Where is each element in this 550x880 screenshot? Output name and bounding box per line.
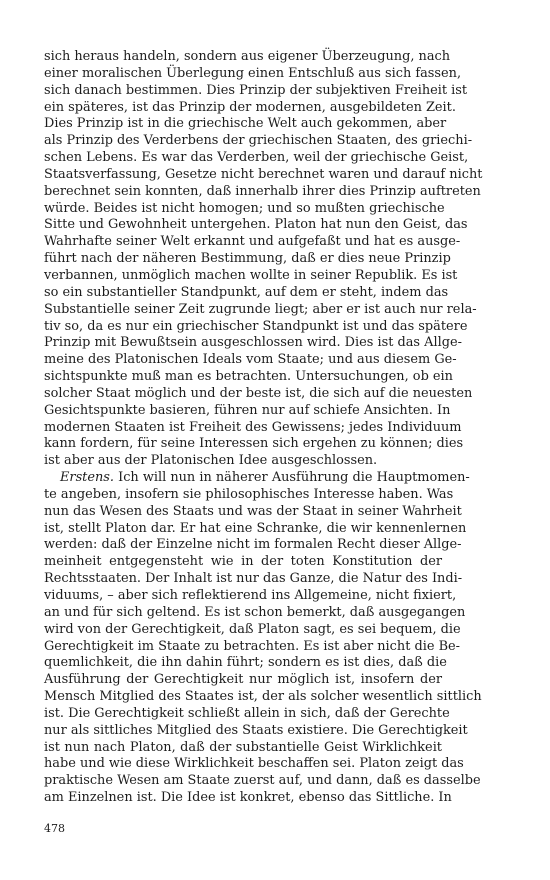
text-run: sich heraus handeln, sondern aus eigener Überzeugung, nach <box>44 49 451 64</box>
text-run: viduums, – aber sich reflektierend ins Allgemeine, nicht fixiert, <box>44 588 457 603</box>
text-line <box>44 267 458 285</box>
text-line <box>44 251 451 268</box>
text-line <box>44 470 470 487</box>
text-run: habe und wie diese Wirklichkeit beschaffen sei. Platon zeigt das <box>44 756 464 772</box>
text-run: Staatsverfassung, Gesetze nicht berechnet waren und darauf nicht <box>44 166 483 182</box>
text-line <box>44 722 468 740</box>
text-line <box>44 133 473 150</box>
text-line <box>44 621 461 639</box>
text-run: berechnet sein konnten, daß innerhalb ihrer dies Prinzip auftreten <box>44 183 481 199</box>
text-line <box>44 419 462 437</box>
text-line <box>44 740 442 757</box>
text-run: ein späteres, ist das Prinzip der modernen, ausgebildeten Zeit. <box>44 99 456 115</box>
text-line <box>44 486 454 504</box>
text-run: ist. Die Gerechtigkeit schließt allein in sich, daß der Gerechte <box>44 705 450 721</box>
text-run: sichtspunkte muß man es betrachten. Untersuchungen, ob ein <box>44 369 453 385</box>
text-run: Ausführung der Gerechtigkeit nur möglich ist, insofern der <box>44 672 442 688</box>
page-number: 478 <box>44 822 65 835</box>
text-run: meinheit entgegensteht wie in der toten Konstitution der <box>44 554 442 570</box>
text-run: an und für sich geltend. Es ist schon bemerkt, daß ausgegangen <box>44 604 466 620</box>
text-line <box>44 638 461 656</box>
text-line <box>44 49 451 66</box>
italic-run: Erstens. <box>60 470 115 486</box>
text-line <box>44 99 456 117</box>
text-run: Gesichtspunkte basieren, führen nur auf schiefe Ansichten. In <box>44 402 451 418</box>
text-line <box>44 369 453 386</box>
text-line <box>44 183 481 201</box>
text-line <box>44 689 482 706</box>
text-run: als Prinzip des Verderbens der griechischen Staaten, des griechi- <box>44 133 473 149</box>
text-run: Wahrhafte seiner Welt erkannt und aufgefaßt und hat es ausge- <box>44 234 461 250</box>
text-run: Sitte und Gewohnheit untergehen. Platon hat nun den Geist, das <box>44 217 468 233</box>
text-line <box>44 217 468 234</box>
text-line <box>44 352 457 369</box>
text-line <box>44 150 469 167</box>
text-line <box>44 318 468 336</box>
text-line <box>44 655 447 672</box>
text-run: schen Lebens. Es war das Verderben, weil der griechische Geist, <box>44 150 469 166</box>
text-line <box>44 453 442 470</box>
text-run: kann fordern, für seine Interessen sich ergehen zu können; dies <box>44 436 464 452</box>
text-run: am Einzelnen ist. Die Idee ist konkret, ebenso das Sittliche. In <box>44 790 452 806</box>
text-run: quemlichkeit, die ihn dahin führt; sondern es ist dies, daß die <box>44 655 447 671</box>
text-run: Rechtsstaaten. Der Inhalt ist nur das Ganze, die Natur des Indi- <box>44 571 463 587</box>
text-run: praktische Wesen am Staate zuerst auf, und dann, daß es dasselbe <box>44 773 481 789</box>
text-run: würde. Beides ist nicht homogen; und so mußten griechische <box>44 200 445 216</box>
text-line <box>44 234 461 251</box>
text-run: ist, stellt Platon dar. Er hat eine Schranke, die wir kennenlernen <box>44 520 467 536</box>
text-run: Substantielle seiner Zeit zugrunde liegt; aber er ist auch nur rela- <box>44 301 477 317</box>
text-line <box>44 200 445 218</box>
text-line <box>44 65 462 83</box>
text-line <box>44 520 467 538</box>
text-run: tiv so, da es nur ein griechischer Standpunkt ist und das spätere <box>44 318 468 334</box>
text-line <box>44 588 457 605</box>
text-run: so ein substantieller Standpunkt, auf dem er steht, indem das <box>44 284 449 300</box>
text-line <box>44 773 481 790</box>
text-line <box>44 571 463 588</box>
text-run: solcher Staat möglich und der beste ist, die sich auf die neuesten <box>44 385 473 401</box>
text-line <box>44 82 468 100</box>
text-line <box>44 503 462 521</box>
text-line <box>44 402 451 420</box>
text-line <box>44 604 466 622</box>
text-line <box>44 790 452 807</box>
text-run: sich danach bestimmen. Dies Prinzip der subjektiven Freiheit ist <box>44 82 468 98</box>
text-line <box>44 335 462 352</box>
text-line <box>44 537 462 554</box>
text-run: wird von der Gerechtigkeit, daß Platon sagt, es sei bequem, die <box>44 621 461 637</box>
text-line <box>44 756 464 773</box>
text-run: einer moralischen Überlegung einen Entschluß aus sich fassen, <box>44 65 462 81</box>
text-run: Mensch Mitglied des Staates ist, der als solcher wesentlich sittlich <box>44 689 482 705</box>
text-line <box>44 284 449 302</box>
text-line <box>44 385 473 403</box>
text-line <box>44 554 442 571</box>
text-run: führt nach der näheren Bestimmung, daß er dies neue Prinzip <box>44 251 451 267</box>
body-text <box>44 49 483 807</box>
text-line <box>44 705 450 723</box>
text-run: verbannen, unmöglich machen wollte in seiner Republik. Es ist <box>44 267 458 283</box>
text-run: nun das Wesen des Staats und was der Staat in seiner Wahrheit <box>44 503 462 519</box>
text-run: werden: daß der Einzelne nicht im formalen Recht dieser Allge- <box>44 537 462 553</box>
text-run: Ich will nun in näherer Ausführung die Hauptmomen- <box>114 470 470 486</box>
text-line <box>44 116 447 133</box>
text-line <box>44 436 464 453</box>
text-run: Prinzip mit Bewußtsein ausgeschlossen wird. Dies ist das Allge- <box>44 335 462 351</box>
text-run: nur als sittliches Mitglied des Staats existiere. Die Gerechtigkeit <box>44 722 468 738</box>
text-run: meine des Platonischen Ideals vom Staate; und aus diesem Ge- <box>44 352 457 368</box>
text-line <box>44 672 442 689</box>
text-run: Gerechtigkeit im Staate zu betrachten. Es ist aber nicht die Be- <box>44 638 461 654</box>
text-run: ist nun nach Platon, daß der substantielle Geist Wirklichkeit <box>44 739 442 755</box>
text-run: te angeben, insofern sie philosophisches Interesse haben. Was <box>44 486 454 502</box>
text-line <box>44 166 483 184</box>
text-run: ist aber aus der Platonischen Idee ausgeschlossen. <box>44 453 378 469</box>
text-run: Dies Prinzip ist in die griechische Welt auch gekommen, aber <box>44 116 447 132</box>
text-line <box>44 301 477 319</box>
text-run: modernen Staaten ist Freiheit des Gewissens; jedes Individuum <box>44 419 462 435</box>
